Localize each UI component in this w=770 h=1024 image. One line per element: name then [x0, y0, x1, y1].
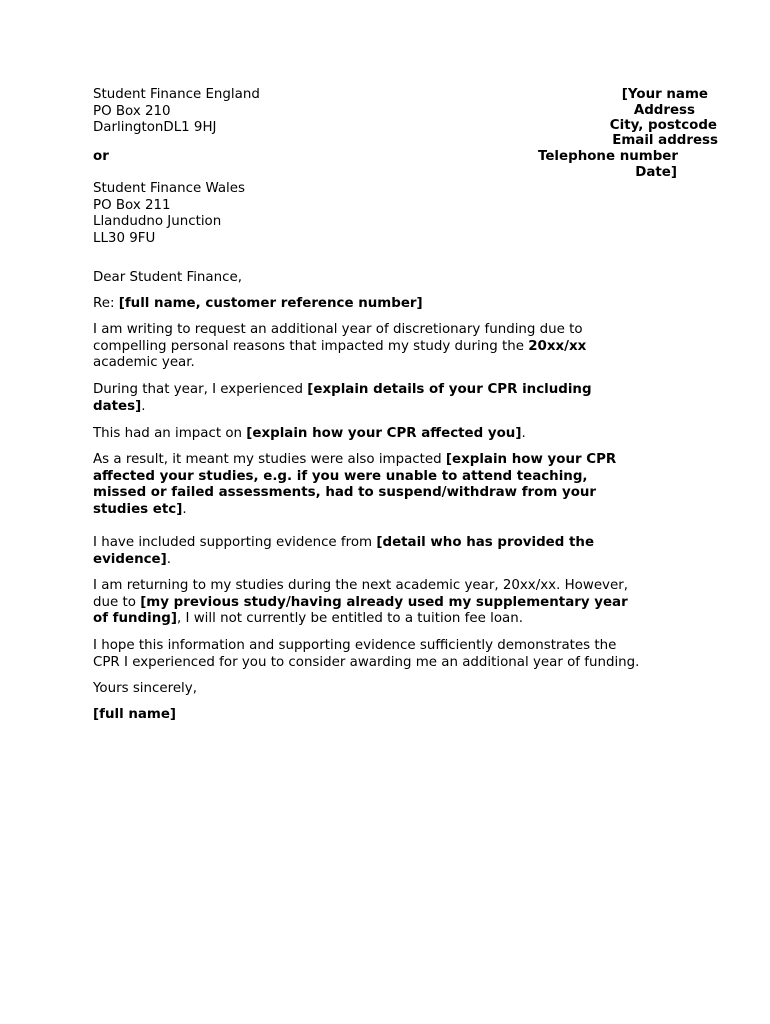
sender-date: Date]	[635, 165, 677, 180]
study-impact-placeholder: affected your studies, e.g. if you were unable to attend teaching,	[93, 468, 588, 484]
paragraph-line: I am returning to my studies during the next academic year, 20xx/xx. However,	[93, 578, 628, 593]
recipient-wales-line2: PO Box 211	[93, 197, 171, 213]
paragraph-line: I hope this information and supporting evidence sufficiently demonstrates the	[93, 638, 617, 653]
recipient-england-line3: DarlingtonDL1 9HJ	[93, 120, 217, 135]
evidence-placeholder: [detail who has provided the	[376, 535, 595, 550]
salutation: Dear Student Finance,	[93, 270, 242, 285]
paragraph-text: due to	[93, 594, 141, 610]
paragraph-text: As a result, it meant my studies were also impacted	[93, 452, 446, 467]
paragraph-text: This had an impact on	[93, 426, 247, 441]
cpr-effect-placeholder: [explain how your CPR affected you]	[246, 426, 522, 441]
sender-city-postcode: City, postcode	[609, 118, 717, 133]
paragraph-text: .	[182, 501, 187, 517]
sender-name: [Your name	[621, 87, 708, 102]
paragraph-text: .	[166, 551, 172, 567]
paragraph-evidence	[93, 535, 594, 568]
or-label: or	[93, 149, 109, 164]
previous-study-placeholder: [my previous study/having already used my supplementary year	[140, 594, 628, 610]
study-impact-placeholder: missed or failed assessments, had to suspend/withdraw from your	[93, 485, 597, 500]
paragraph-line: CPR I experienced for you to consider awarding me an additional year of funding.	[93, 654, 640, 670]
re-line	[93, 296, 423, 313]
study-impact-placeholder: [explain how your CPR	[445, 452, 617, 467]
sender-address: Address	[633, 103, 695, 118]
evidence-placeholder: evidence]	[93, 551, 167, 567]
recipient-wales-address	[93, 181, 245, 247]
paragraph-impact	[93, 426, 526, 443]
recipient-wales-line3: Llandudno Junction	[93, 214, 222, 229]
paragraph-text: compelling personal reasons that impacted my study during the	[93, 338, 529, 354]
paragraph-conclusion	[93, 638, 639, 671]
signature-placeholder: [full name]	[93, 707, 177, 722]
recipient-england-address	[93, 87, 260, 137]
previous-study-placeholder: of funding]	[93, 611, 177, 626]
sender-email: Email address	[612, 133, 718, 148]
re-placeholder: [full name, customer reference number]	[118, 296, 423, 311]
cpr-details-placeholder: [explain details of your CPR including	[307, 382, 592, 397]
paragraph-text: .	[141, 398, 146, 414]
paragraph-text: During that year, I experienced	[93, 382, 308, 397]
paragraph-cpr-details	[93, 382, 592, 415]
paragraph-line: I am writing to request an additional year of discretionary funding due to	[93, 322, 583, 337]
paragraph-returning	[93, 578, 628, 628]
recipient-wales-line4: LL30 9FU	[93, 230, 156, 246]
sender-telephone: Telephone number	[538, 149, 678, 164]
recipient-england-line2: PO Box 210	[93, 103, 171, 119]
paragraph-line: academic year.	[93, 355, 195, 370]
paragraph-text: I have included supporting evidence from	[93, 535, 377, 550]
paragraph-request	[93, 322, 586, 372]
paragraph-text: , I will not currently be entitled to a tuition fee loan.	[177, 611, 523, 626]
closing: Yours sincerely,	[93, 681, 197, 696]
paragraph-study-impact	[93, 452, 616, 518]
academic-year-placeholder: 20xx/xx	[528, 338, 587, 354]
recipient-england-line1: Student Finance England	[93, 87, 260, 102]
recipient-wales-line1: Student Finance Wales	[93, 181, 245, 196]
re-prefix: Re:	[93, 296, 119, 311]
paragraph-text: .	[521, 426, 526, 441]
study-impact-placeholder: studies etc]	[93, 501, 183, 517]
cpr-details-placeholder: dates]	[93, 398, 142, 414]
